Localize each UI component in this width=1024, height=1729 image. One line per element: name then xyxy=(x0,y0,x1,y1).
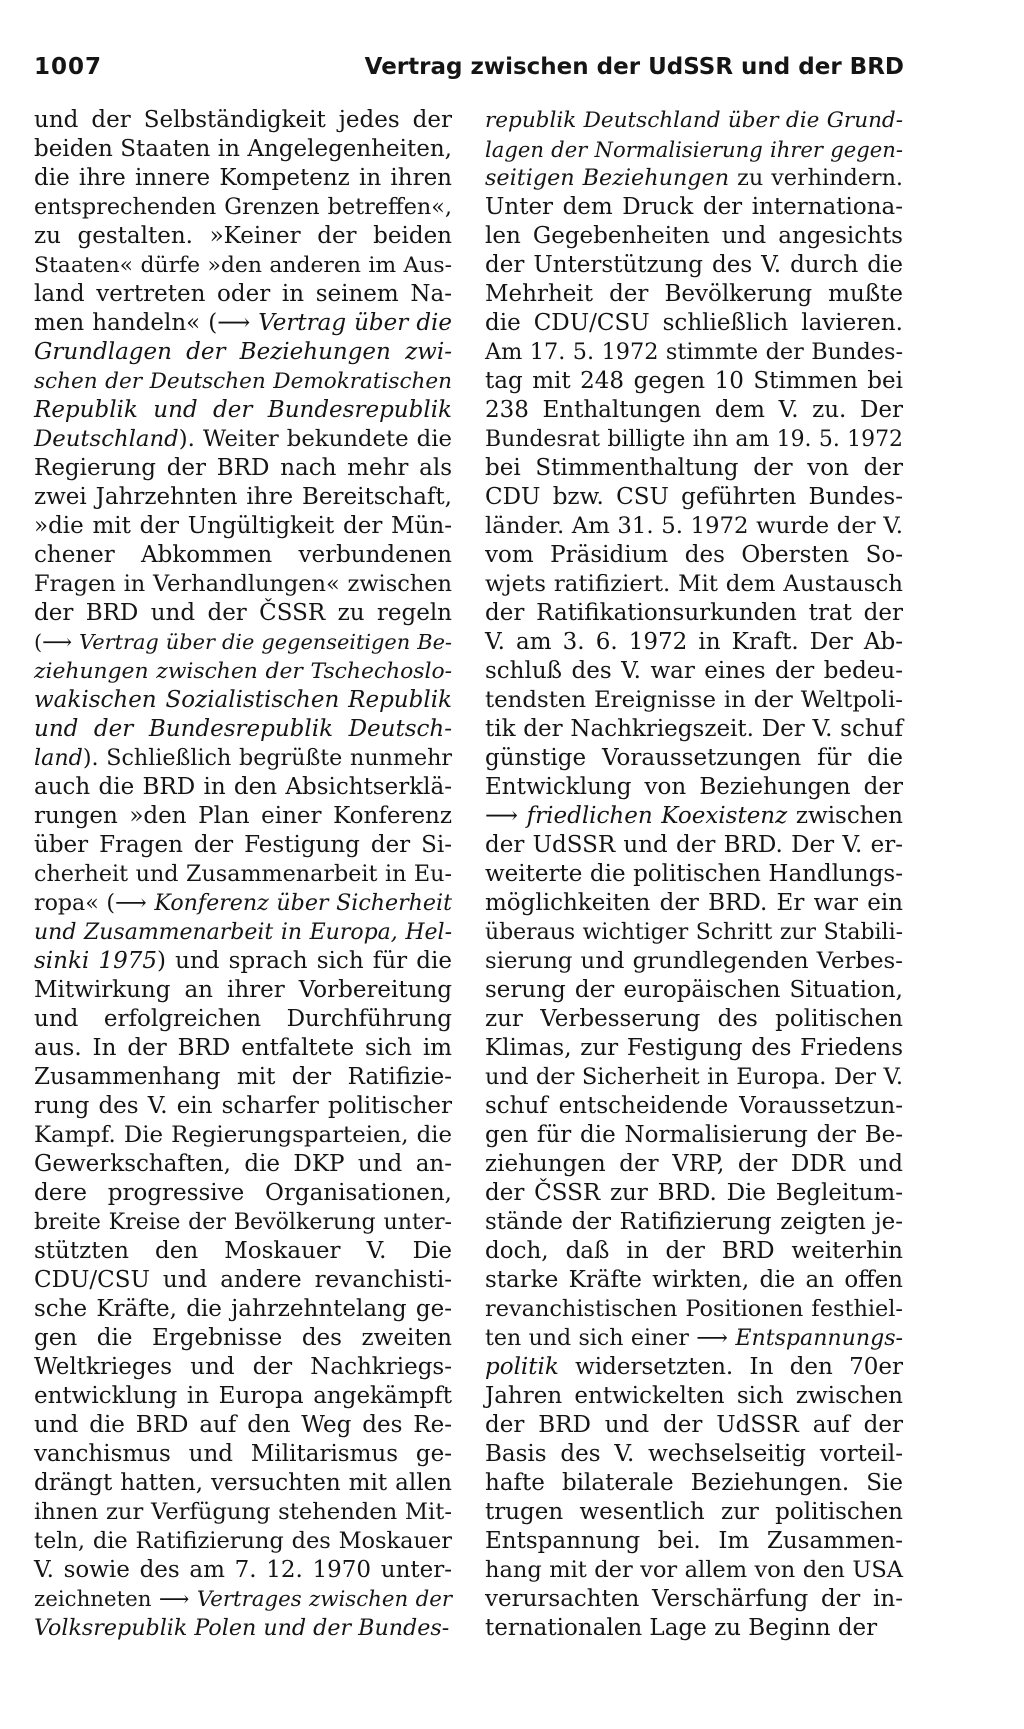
text-line xyxy=(485,744,903,773)
page-number: 1007 xyxy=(34,54,103,80)
text-run: günstige Voraussetzungen für die xyxy=(485,745,903,771)
italic-text-run: Grundlagen der Beziehungen zwi- xyxy=(34,339,452,365)
text-line xyxy=(34,570,452,599)
text-run: der BRD und der ČSSR zu regeln xyxy=(34,600,452,626)
text-line xyxy=(485,1295,903,1324)
italic-text-run: Entspannungs- xyxy=(735,1325,903,1351)
text-run: stände der Ratifizierung zeigten je- xyxy=(485,1209,903,1235)
text-line xyxy=(485,135,903,164)
italic-text-run: Konferenz über Sicherheit xyxy=(154,890,452,916)
text-run: Fragen in Verhandlungen« zwischen xyxy=(34,571,452,597)
text-line xyxy=(485,1237,903,1266)
text-run: der UdSSR und der BRD. Der V. er- xyxy=(485,832,903,858)
text-run: chener Abkommen verbundenen xyxy=(34,542,452,568)
text-run: ten und sich einer ⟶ xyxy=(485,1325,736,1351)
italic-text-run: und Zusammenarbeit in Europa, Hel- xyxy=(34,920,452,945)
text-line xyxy=(485,1208,903,1237)
text-line xyxy=(34,106,452,135)
text-run: widersetzten. In den 70er xyxy=(558,1354,903,1380)
text-run: aus. In der BRD entfaltete sich im xyxy=(34,1035,452,1061)
text-line xyxy=(485,599,903,628)
text-line xyxy=(34,1266,452,1295)
italic-text-run: ziehungen zwischen der Tschechoslo- xyxy=(34,659,452,684)
text-run: entsprechenden Grenzen betreffen«, xyxy=(34,194,452,220)
text-run: gen für die Normalisierung der Be- xyxy=(485,1122,903,1148)
text-line xyxy=(485,1585,903,1614)
text-run: auch die BRD in den Absichtserklä- xyxy=(34,774,452,800)
text-run: zu gestalten. »Keiner der beiden xyxy=(34,223,452,249)
text-line xyxy=(485,570,903,599)
text-run: V. am 3. 6. 1972 in Kraft. Der Ab- xyxy=(485,629,903,655)
italic-text-run: Volksrepublik Polen und der Bundes- xyxy=(34,1615,450,1641)
text-run: Basis des V. wechselseitig vorteil- xyxy=(485,1441,903,1467)
page-header xyxy=(34,50,904,84)
italic-text-run: sinki 1975 xyxy=(34,948,157,974)
text-line xyxy=(485,1266,903,1295)
text-run: entwicklung in Europa angekämpft xyxy=(34,1383,452,1409)
text-line xyxy=(34,1382,452,1411)
text-line xyxy=(34,1469,452,1498)
text-run: revanchistischen Positionen festhiel- xyxy=(485,1296,903,1322)
text-run: teln, die Ratifizierung des Moskauer xyxy=(34,1528,452,1554)
italic-text-run: friedlichen Koexistenz xyxy=(526,803,788,829)
text-run: und der Selbständigkeit jedes der xyxy=(34,107,452,133)
text-line xyxy=(34,483,452,512)
text-line xyxy=(485,425,903,454)
text-run: die ihre innere Kompetenz in ihren xyxy=(34,165,452,191)
text-run: überaus wichtiger Schritt zur Stabili- xyxy=(485,920,903,945)
text-line xyxy=(34,164,452,193)
text-run: der Unterstützung des V. durch die xyxy=(485,252,903,278)
text-line xyxy=(485,338,903,367)
text-line xyxy=(485,976,903,1005)
text-run: land vertreten oder in seinem Na- xyxy=(34,281,452,307)
text-line xyxy=(485,1034,903,1063)
text-line xyxy=(34,1121,452,1150)
text-run: CDU/CSU und andere revanchisti- xyxy=(34,1267,452,1293)
text-run: sierung und grundlegenden Verbes- xyxy=(485,948,903,974)
text-line xyxy=(485,1440,903,1469)
text-run: vom Präsidium des Obersten So- xyxy=(485,542,903,568)
text-line xyxy=(34,947,452,976)
text-line xyxy=(34,802,452,831)
text-run: Am 17. 5. 1972 stimmte der Bundes- xyxy=(485,339,903,365)
text-line xyxy=(485,541,903,570)
text-run: Unter dem Druck der internationa- xyxy=(485,194,903,220)
text-run: V. sowie des am 7. 12. 1970 unter- xyxy=(34,1557,452,1583)
text-run: weiterte die politischen Handlungs- xyxy=(485,861,903,887)
text-run: Weltkrieges und der Nachkriegs- xyxy=(34,1354,452,1380)
text-run: trugen wesentlich zur politischen xyxy=(485,1499,903,1525)
text-line xyxy=(34,454,452,483)
text-line xyxy=(485,309,903,338)
right-text-column xyxy=(485,106,903,1643)
italic-text-run: politik xyxy=(485,1354,559,1380)
text-line xyxy=(485,1556,903,1585)
text-run: 238 Enthaltungen dem V. zu. Der xyxy=(485,397,903,423)
text-run: und erfolgreichen Durchführung xyxy=(34,1006,452,1032)
text-line xyxy=(485,1063,903,1092)
italic-text-run: Deutschland xyxy=(34,426,179,452)
text-line xyxy=(485,831,903,860)
text-run: hafte bilaterale Beziehungen. Sie xyxy=(485,1470,903,1496)
text-line xyxy=(34,1440,452,1469)
text-run: möglichkeiten der BRD. Er war ein xyxy=(485,890,903,916)
text-run: men handeln« (⟶ xyxy=(34,310,259,336)
italic-text-run: Vertrages zwischen der xyxy=(196,1587,452,1612)
text-line xyxy=(485,367,903,396)
text-line xyxy=(34,1295,452,1324)
text-line xyxy=(485,1005,903,1034)
text-run: ) und sprach sich für die xyxy=(156,948,453,974)
text-line xyxy=(34,657,452,686)
text-run: doch, daß in der BRD weiterhin xyxy=(485,1238,903,1264)
text-run: sche Kräfte, die jahrzehntelang ge- xyxy=(34,1296,452,1322)
text-line xyxy=(485,1614,903,1643)
text-line xyxy=(34,396,452,425)
text-line xyxy=(34,309,452,338)
text-run: ). Weiter bekundete die xyxy=(178,426,452,452)
italic-text-run: republik Deutschland über die Grund- xyxy=(485,108,903,133)
text-line xyxy=(34,1614,452,1643)
text-run: Staaten« dürfe »den anderen im Aus- xyxy=(34,253,452,278)
text-line xyxy=(485,1527,903,1556)
text-line xyxy=(34,280,452,309)
text-line xyxy=(485,686,903,715)
text-line xyxy=(34,1179,452,1208)
text-line xyxy=(485,1179,903,1208)
text-run: Entwicklung von Beziehungen der xyxy=(485,774,903,800)
text-run: ropa« (⟶ xyxy=(34,890,155,916)
text-run: Zusammenhang mit der Ratifizie- xyxy=(34,1064,452,1090)
text-line xyxy=(34,1353,452,1382)
text-line xyxy=(34,135,452,164)
text-run: drängt hatten, versuchten mit allen xyxy=(34,1470,452,1496)
text-line xyxy=(34,222,452,251)
text-run: Entspannung bei. Im Zusammen- xyxy=(485,1528,903,1554)
text-run: starke Kräfte wirkten, die an offen xyxy=(485,1267,903,1293)
italic-text-run: seitigen Beziehungen xyxy=(485,165,730,191)
text-run: tag mit 248 gegen 10 Stimmen bei xyxy=(485,368,903,394)
text-run: über Fragen der Festigung der Si- xyxy=(34,832,452,858)
text-run: rung des V. ein scharfer politischer xyxy=(34,1093,452,1119)
text-line xyxy=(34,338,452,367)
text-run: ihnen zur Verfügung stehenden Mit- xyxy=(34,1499,452,1525)
text-run: len Gegebenheiten und angesichts xyxy=(485,223,903,249)
text-run: »die mit der Ungültigkeit der Mün- xyxy=(34,513,452,539)
text-line xyxy=(485,280,903,309)
text-run: ). Schließlich begrüßte nunmehr xyxy=(82,745,452,771)
italic-text-run: Republik und der Bundesrepublik xyxy=(34,397,452,423)
text-run: tik der Nachkriegszeit. Der V. schuf xyxy=(485,716,903,742)
text-line xyxy=(34,425,452,454)
text-line xyxy=(485,483,903,512)
text-line xyxy=(485,396,903,425)
text-line xyxy=(485,1498,903,1527)
left-text-column xyxy=(34,106,452,1643)
text-line xyxy=(34,1034,452,1063)
text-line xyxy=(485,512,903,541)
text-line xyxy=(485,193,903,222)
text-line xyxy=(34,976,452,1005)
text-run: Bundesrat billigte ihn am 19. 5. 1972 xyxy=(485,427,903,452)
text-line xyxy=(34,831,452,860)
text-line xyxy=(34,744,452,773)
text-line xyxy=(485,918,903,947)
text-line xyxy=(485,889,903,918)
text-line xyxy=(34,1150,452,1179)
text-run: zwischen xyxy=(787,803,903,829)
text-line xyxy=(485,106,903,135)
text-line xyxy=(34,1585,452,1614)
text-run: schluß des V. war eines der bedeu- xyxy=(485,658,903,684)
text-line xyxy=(485,860,903,889)
italic-text-run: schen der Deutschen Demokratischen xyxy=(34,369,452,394)
italic-text-run: Vertrag über die gegenseitigen Be- xyxy=(79,630,452,654)
text-run: länder. Am 31. 5. 1972 wurde der V. xyxy=(485,513,903,539)
text-run: dere progressive Organisationen, xyxy=(34,1180,452,1206)
text-line xyxy=(485,657,903,686)
text-line xyxy=(485,1150,903,1179)
text-line xyxy=(34,1092,452,1121)
text-line xyxy=(34,193,452,222)
italic-text-run: wakischen Sozialistischen Republik xyxy=(34,687,452,713)
text-line xyxy=(34,860,452,889)
text-run: CDU bzw. CSU geführten Bundes- xyxy=(485,484,903,510)
text-run: gen die Ergebnisse des zweiten xyxy=(34,1325,452,1351)
text-line xyxy=(34,1208,452,1237)
text-line xyxy=(34,889,452,918)
text-run: beiden Staaten in Angelegenheiten, xyxy=(34,136,452,162)
text-line xyxy=(34,599,452,628)
text-run: Jahren entwickelten sich zwischen xyxy=(485,1383,903,1409)
text-line xyxy=(485,1469,903,1498)
text-run: wjets ratifiziert. Mit dem Austausch xyxy=(485,571,903,597)
text-line xyxy=(34,541,452,570)
text-line xyxy=(34,918,452,947)
text-run: rungen »den Plan einer Konferenz xyxy=(34,803,452,829)
text-run: zu verhindern. xyxy=(729,165,904,191)
text-run: ⟶ xyxy=(485,803,527,829)
text-line xyxy=(34,686,452,715)
text-run: die CDU/CSU schließlich lavieren. xyxy=(485,310,903,336)
text-run: bei Stimmenthaltung der von der xyxy=(485,455,903,481)
text-line xyxy=(34,1527,452,1556)
text-line xyxy=(34,1498,452,1527)
text-line xyxy=(485,1353,903,1382)
italic-text-run: lagen der Normalisierung ihrer gegen- xyxy=(485,137,903,162)
text-run: ziehungen der VRP, der DDR und xyxy=(485,1151,903,1177)
text-line xyxy=(485,715,903,744)
text-run: schuf entscheidende Voraussetzun- xyxy=(485,1093,903,1119)
text-line xyxy=(34,1237,452,1266)
text-run: zwei Jahrzehnten ihre Bereitschaft, xyxy=(34,484,452,510)
text-line xyxy=(485,802,903,831)
text-line xyxy=(485,251,903,280)
italic-text-run: land xyxy=(34,745,83,771)
text-run: zur Verbesserung des politischen xyxy=(485,1006,903,1032)
text-run: Mitwirkung an ihrer Vorbereitung xyxy=(34,977,452,1003)
text-run: zeichneten ⟶ xyxy=(34,1587,197,1612)
text-run: ternationalen Lage zu Beginn der xyxy=(485,1615,878,1641)
text-line xyxy=(34,512,452,541)
text-line xyxy=(34,1411,452,1440)
text-line xyxy=(485,1092,903,1121)
text-run: stützten den Moskauer V. Die xyxy=(34,1238,452,1264)
text-run: Gewerkschaften, die DKP und an- xyxy=(34,1151,452,1177)
running-title: Vertrag zwischen der UdSSR und der BRD xyxy=(364,54,904,80)
text-line xyxy=(485,773,903,802)
text-line xyxy=(34,1324,452,1353)
text-line xyxy=(485,454,903,483)
text-run: breite Kreise der Bevölkerung unter- xyxy=(34,1209,452,1235)
text-run: vanchismus und Militarismus ge- xyxy=(34,1441,452,1467)
text-line xyxy=(485,1121,903,1150)
text-run: der Ratifikationsurkunden trat der xyxy=(485,600,903,626)
text-run: cherheit und Zusammenarbeit in Eu- xyxy=(34,861,452,887)
text-line xyxy=(485,1382,903,1411)
text-line xyxy=(34,1556,452,1585)
text-line xyxy=(34,251,452,280)
text-run: der BRD und der UdSSR auf der xyxy=(485,1412,903,1438)
text-run: Regierung der BRD nach mehr als xyxy=(34,455,452,481)
text-line xyxy=(485,947,903,976)
text-line xyxy=(34,367,452,396)
text-line xyxy=(485,222,903,251)
italic-text-run: Vertrag über die xyxy=(258,310,453,336)
text-line xyxy=(34,1063,452,1092)
text-run: und der Sicherheit in Europa. Der V. xyxy=(485,1064,903,1090)
text-run: Kampf. Die Regierungsparteien, die xyxy=(34,1122,452,1148)
text-line xyxy=(485,1411,903,1440)
text-run: verursachten Verschärfung der in- xyxy=(485,1586,903,1612)
text-line xyxy=(34,773,452,802)
text-run: (⟶ xyxy=(34,630,80,654)
text-line xyxy=(34,1005,452,1034)
text-run: hang mit der vor allem von den USA xyxy=(485,1557,903,1583)
italic-text-run: und der Bundesrepublik Deutsch- xyxy=(34,716,452,742)
text-line xyxy=(485,628,903,657)
text-run: tendsten Ereignisse in der Weltpoli- xyxy=(485,687,903,713)
text-run: und die BRD auf den Weg des Re- xyxy=(34,1412,452,1438)
text-line xyxy=(34,715,452,744)
text-run: Klimas, zur Festigung des Friedens xyxy=(485,1035,903,1061)
text-run: Mehrheit der Bevölkerung mußte xyxy=(485,281,903,307)
text-run: serung der europäischen Situation, xyxy=(485,977,903,1003)
text-line xyxy=(485,1324,903,1353)
text-line xyxy=(34,628,452,657)
text-run: der ČSSR zur BRD. Die Begleitum- xyxy=(485,1180,903,1206)
text-line xyxy=(485,164,903,193)
